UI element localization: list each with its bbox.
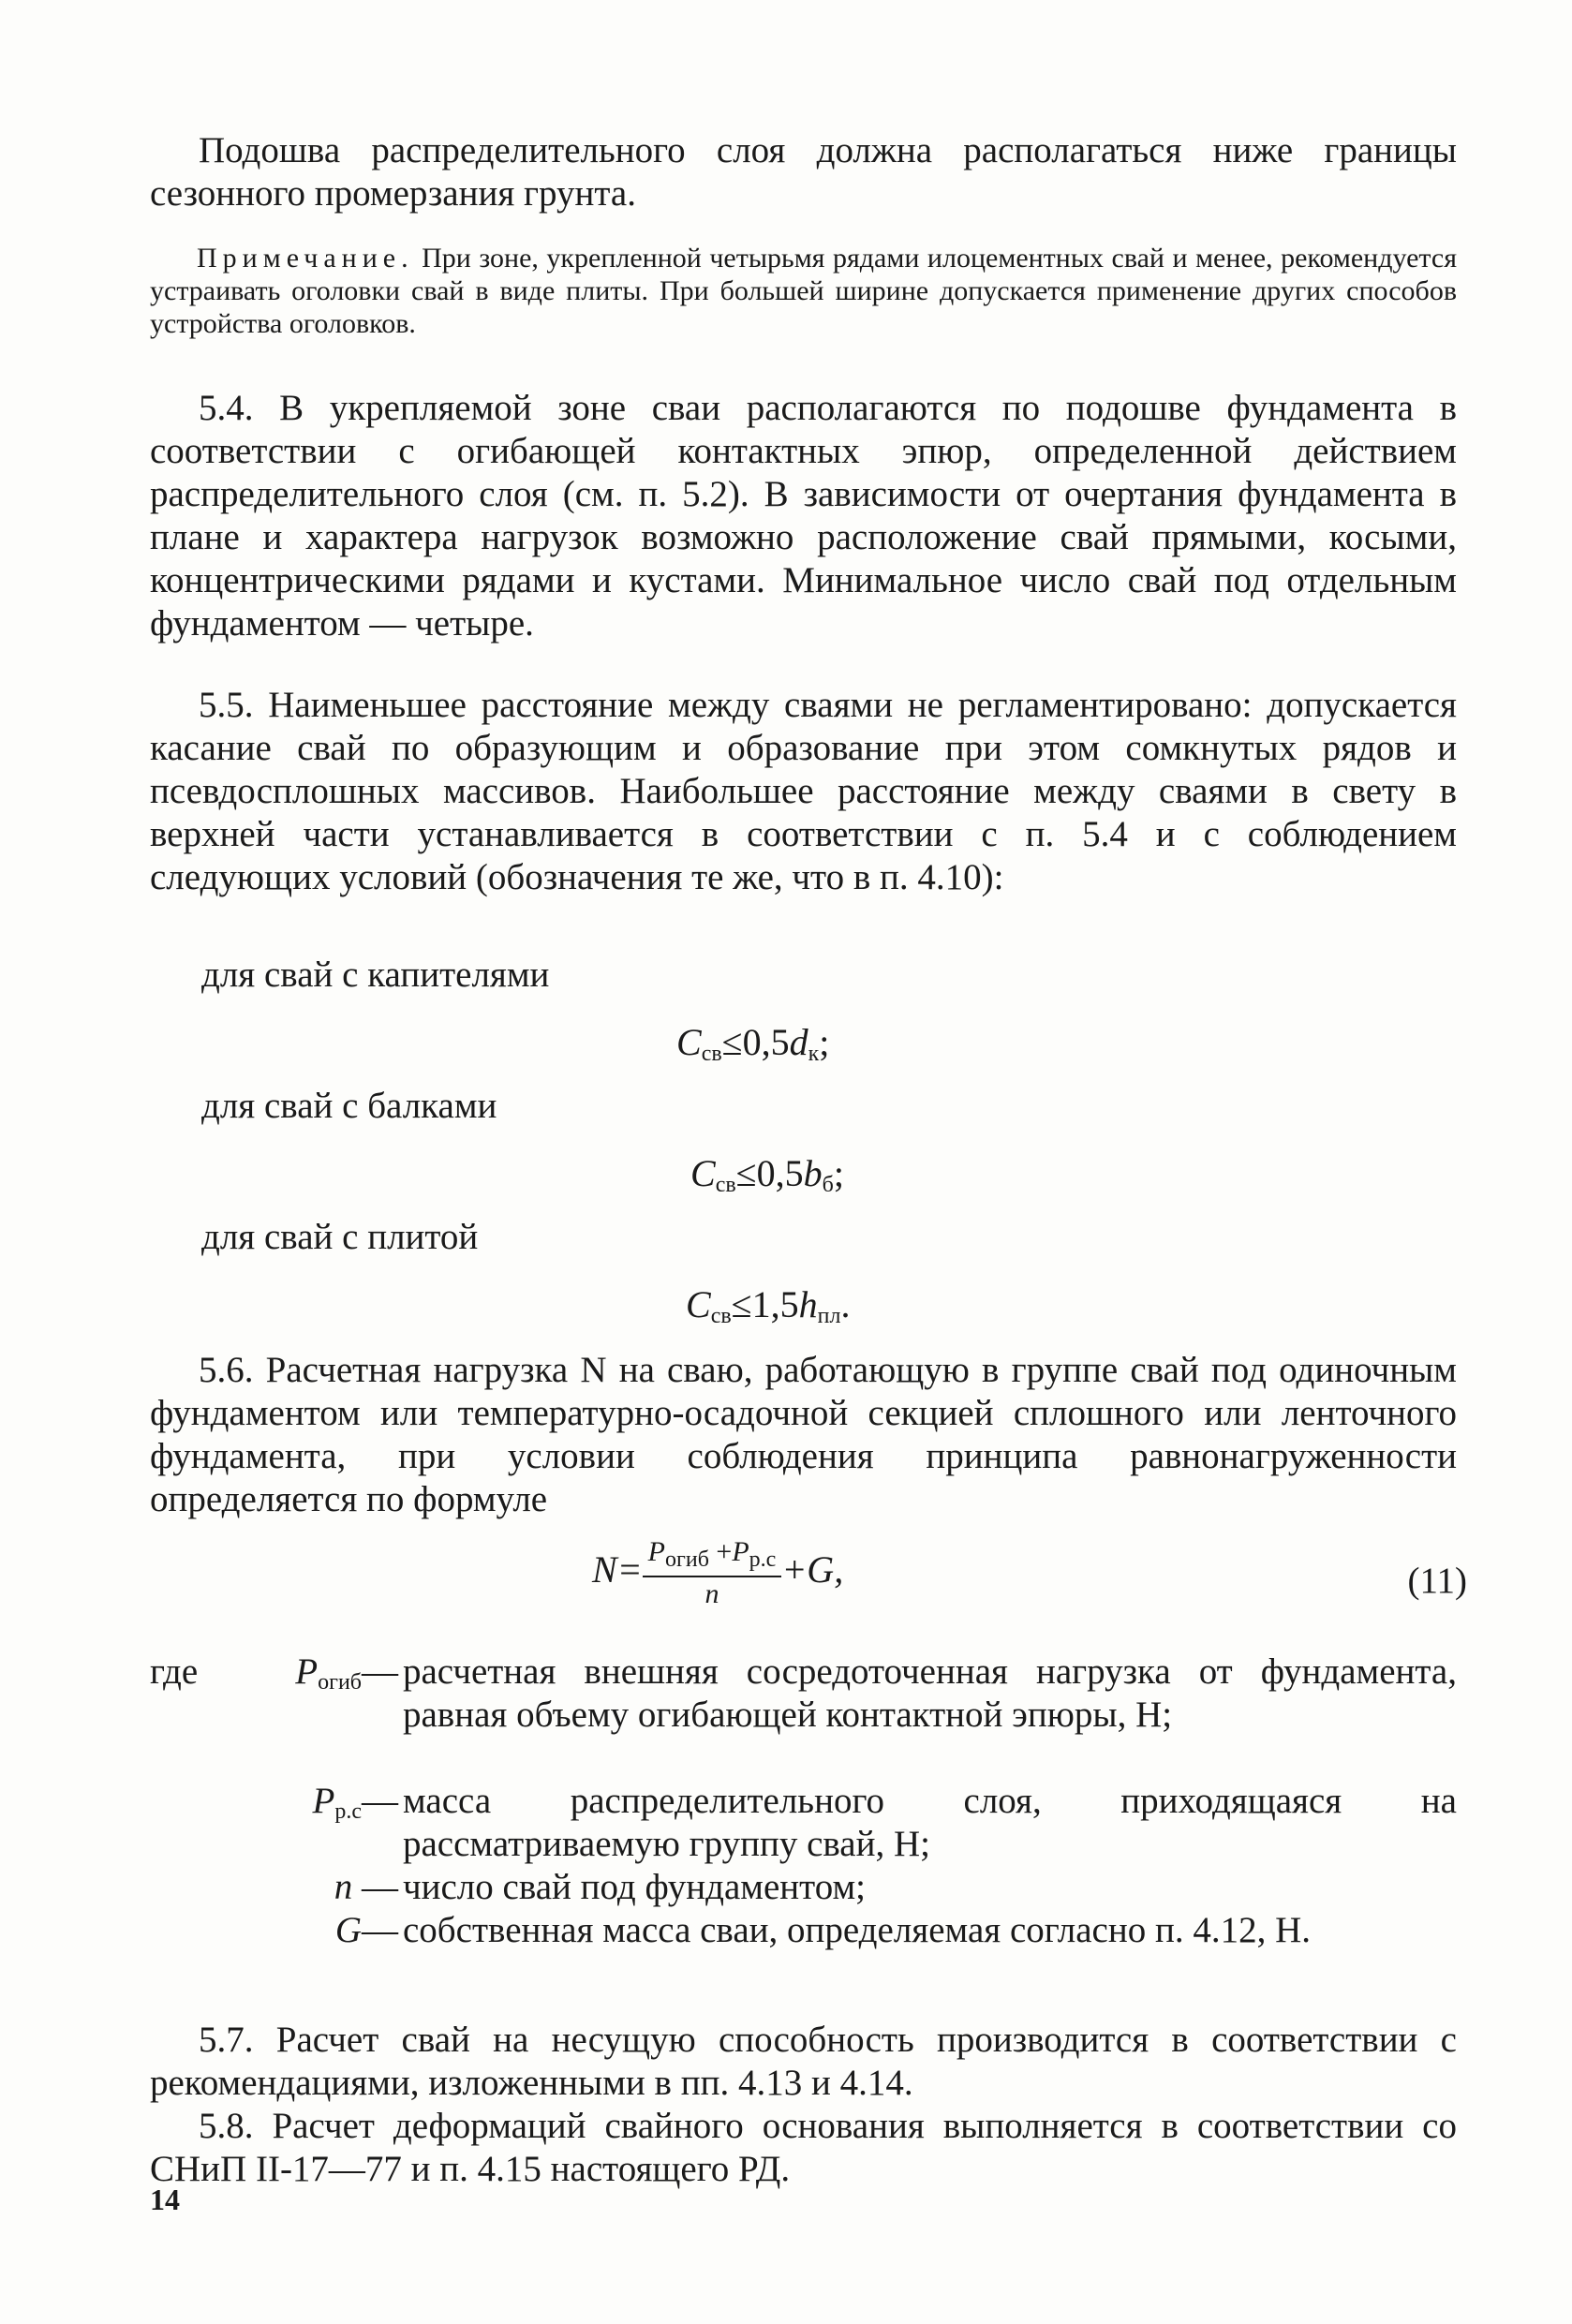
formula-capitals: $C_{св}\le 0,5d_к$; <box>676 1021 830 1066</box>
where-def-p-rs: масса распределительного слоя, приходящаяся на рассматриваемую группу свай, Н; <box>403 1781 1457 1864</box>
note-paragraph <box>150 242 1457 340</box>
where-def-p-ogib: расчетная внешняя сосредоточенная нагрузка от фундамента, равная объему огибающей контактной эпюры, Н; <box>403 1651 1457 1735</box>
where-word: где <box>150 1651 199 1692</box>
case-beams: для свай с балками <box>201 1086 497 1126</box>
where-symbol-p-ogib: $P_{огиб}—$ <box>295 1651 398 1695</box>
where-def-n: число свай под фундаментом; <box>403 1867 866 1907</box>
paragraph-5-5: 5.5. Наименьшее расстояние между сваями не регламентировано: допускается касание свай по образующим и образование при этом сомкнутых рядов и псевдосплошных массивов. Наибольшее расстояние между сваями в свету в верхней части устанавливается в соответствии с п. 5.4 и с соблюдением следующих условий (обозначения те же, что в п. 4.10): <box>150 685 1457 897</box>
note-text: При зоне, укрепленной четырьмя рядами илоцементных свай и менее, рекомендуется устраивать оголовки свай в виде плиты. При большей ширине допускается применение других способов устройства оголовков. <box>150 243 1457 339</box>
page-number: 14 <box>150 2183 180 2216</box>
formula-11: N= $\frac{P_{огиб} +P_{р.с}}{n}$ +G, <box>592 1536 844 1609</box>
where-symbol-n: n — <box>334 1867 398 1907</box>
paragraph-intro: Подошва распределительного слоя должна располагаться ниже границы сезонного промерзания грунта. <box>150 130 1457 214</box>
paragraph-5-4: 5.4. В укрепляемой зоне сваи располагаются по подошве фундамента в соответствии с огибающей контактных эпюр, определенной действием распределительного слоя (см. п. 5.2). В зависимости от очертания фундамента в плане и характера нагрузок возможно расположение свай прямыми, косыми, концентрическими рядами и кустами. Минимальное число свай под отдельным фундаментом — четыре. <box>150 388 1457 644</box>
note-label: Примечание. <box>197 243 414 274</box>
formula-slab: $C_{св}\le 1,5h_{пл}$. <box>686 1283 851 1328</box>
paragraph-5-8: 5.8. Расчет деформаций свайного основания выполняется в соответствии со СНиП II-17—77 и п. 4.15 настоящего РД. <box>150 2106 1457 2189</box>
paragraph-5-7: 5.7. Расчет свай на несущую способность производится в соответствии с рекомендациями, изложенными в пп. 4.13 и 4.14. <box>150 2020 1457 2103</box>
paragraph-5-6: 5.6. Расчетная нагрузка N на сваю, работающую в группе свай под одиночным фундаментом или температурно-осадочной секцией сплошного или ленточного фундамента, при условии соблюдения принципа равнонагруженности определяется по формуле <box>150 1350 1457 1519</box>
where-def-g: собственная масса сваи, определяемая согласно п. 4.12, Н. <box>403 1910 1312 1950</box>
formula-beams: $C_{св}\le 0,5b_б$; <box>690 1152 844 1197</box>
where-symbol-g: G— <box>334 1910 398 1950</box>
where-symbol-p-rs: $P_{р.с}—$ <box>312 1781 398 1824</box>
formula-11-fraction: $\frac{P_{огиб} +P_{р.с}}{n}$ <box>643 1536 782 1611</box>
equation-number: (11) <box>1407 1561 1467 1601</box>
case-slab: для свай с плитой <box>201 1217 479 1257</box>
case-capitals: для свай с капителями <box>201 955 550 995</box>
